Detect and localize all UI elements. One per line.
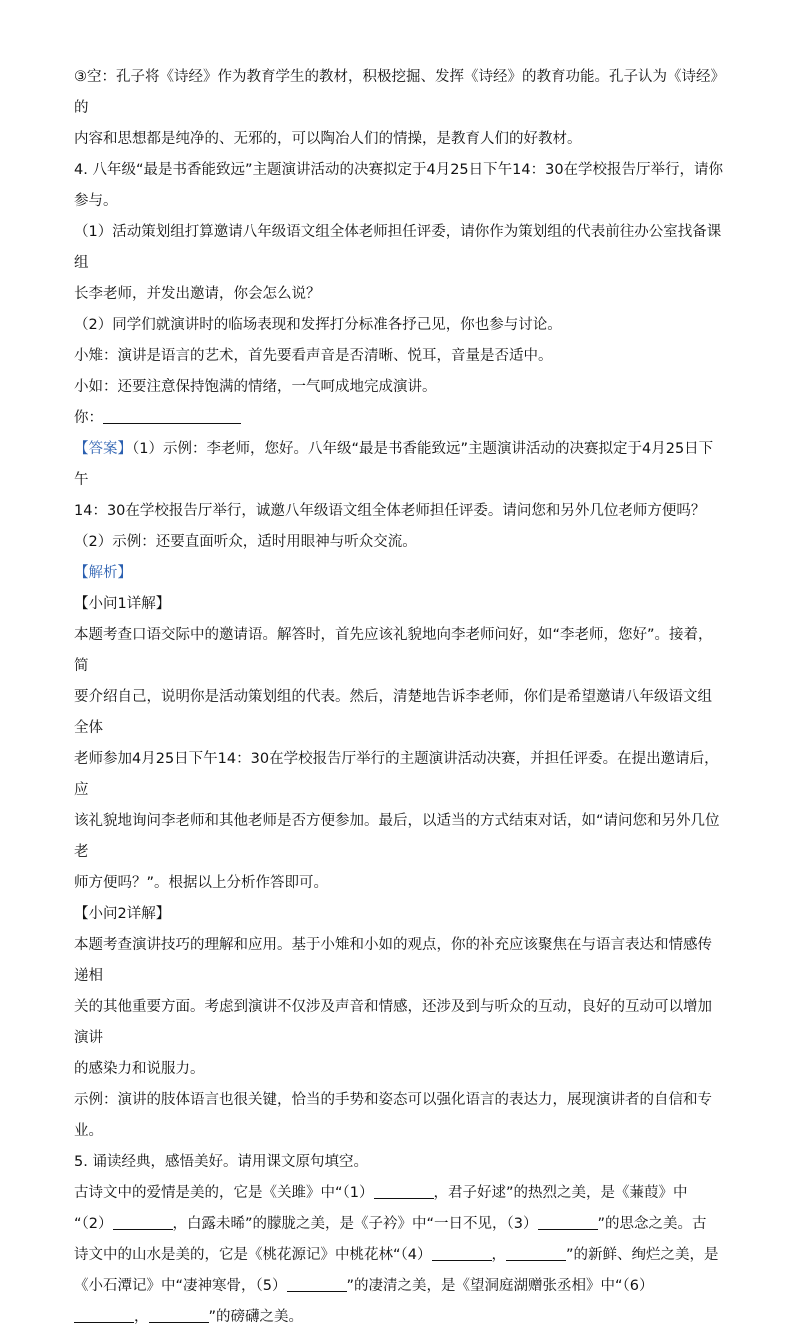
analysis-tag: 【解析】	[74, 565, 132, 581]
sub-question-2: （2）同学们就演讲时的临场表现和发挥打分标准各抒己见，你也参与讨论。	[74, 317, 562, 333]
fill-text: 《小石潭记》中“凄神寒骨，（5）	[74, 1278, 287, 1294]
answer-blank[interactable]	[103, 405, 241, 424]
text-line: 老师参加4月25日下午14：30在学校报告厅举行的主题演讲活动决赛，并担任评委。在提出邀请后，应	[74, 751, 719, 798]
text-line: （2）示例：还要直面听众，适时用眼神与听众交流。	[74, 534, 417, 550]
sub-question-1: （1）活动策划组打算邀请八年级语文组全体老师担任评委，请你作为策划组的代表前往办公室找备课组	[74, 224, 722, 271]
blank-4a[interactable]	[432, 1242, 492, 1261]
answer-text: （1）示例：李老师，您好。八年级“最是书香能致远”主题演讲活动的决赛拟定于4月25日下午	[74, 441, 714, 488]
fill-text: “（2）	[74, 1216, 113, 1232]
fill-text: ，白露未晞”的朦胧之美，是《子衿》中“一日不见，（3）	[172, 1216, 538, 1232]
dialogue-xiaozhi: 小雉：演讲是语言的艺术，首先要看声音是否清晰、悦耳，音量是否适中。	[74, 348, 553, 364]
text-line: 本题考查口语交际中的邀请语。解答时，首先应该礼貌地向李老师问好，如“李老师，您好”。接着，简	[74, 627, 713, 674]
fill-text: ，	[134, 1309, 149, 1325]
text-line: 关的其他重要方面。考虑到演讲不仅涉及声音和情感，还涉及到与听众的互动，良好的互动可以增加演讲	[74, 999, 712, 1046]
blank-1[interactable]	[374, 1180, 434, 1199]
fill-text: ，君子好逑”的热烈之美，是《蒹葭》中	[433, 1185, 688, 1201]
fill-text: ”的磅礴之美。	[208, 1309, 304, 1325]
text-line: ③空：孔子将《诗经》作为教育学生的教材，积极挖掘、发挥《诗经》的教育功能。孔子认为《诗经》的	[74, 69, 725, 116]
blank-3[interactable]	[538, 1211, 598, 1230]
blank-5[interactable]	[287, 1273, 347, 1292]
blank-2[interactable]	[113, 1211, 173, 1230]
text-line: 该礼貌地询问李老师和其他老师是否方便参加。最后，以适当的方式结束对话，如“请问您和另外几位老	[74, 813, 720, 860]
blank-6a[interactable]	[74, 1304, 134, 1323]
text-line: 示例：演讲的肢体语言也很关键，恰当的手势和姿态可以强化语言的表达力，展现演讲者的自信和专业。	[74, 1092, 712, 1139]
fill-line	[74, 1271, 726, 1302]
fill-line	[74, 1178, 726, 1209]
dialogue-xiaoru: 小如：还要注意保持饱满的情绪，一气呵成地完成演讲。	[74, 379, 437, 395]
answer-tag: 【答案】	[74, 441, 132, 457]
detail-heading-1: 【小问1详解】	[74, 596, 171, 612]
fill-line	[74, 1302, 726, 1333]
answer-line	[74, 434, 726, 496]
document-page	[74, 62, 726, 1333]
fill-text: 诗文中的山水是美的，它是《桃花源记》中桃花林“（4）	[74, 1247, 432, 1263]
fill-line	[74, 1240, 726, 1271]
fill-line	[74, 1209, 726, 1240]
text-line: 要介绍自己，说明你是活动策划组的代表。然后，清楚地告诉李老师，你们是希望邀请八年级语文组全体	[74, 689, 712, 736]
dialogue-you	[74, 403, 726, 434]
fill-text: 古诗文中的爱情是美的，它是《关雎》中“（1）	[74, 1185, 374, 1201]
question-5: 5. 诵读经典，感悟美好。请用课文原句填空。	[74, 1154, 368, 1170]
fill-text: ”的思念之美。古	[597, 1216, 707, 1232]
text-line: 内容和思想都是纯净的、无邪的，可以陶冶人们的情操，是教育人们的好教材。	[74, 131, 582, 147]
fill-text: ”的凄清之美，是《望洞庭湖赠张丞相》中“（6）	[346, 1278, 654, 1294]
text-line: 师方便吗？”。根据以上分析作答即可。	[74, 875, 329, 891]
blank-4b[interactable]	[506, 1242, 566, 1261]
blank-6b[interactable]	[149, 1304, 209, 1323]
detail-heading-2: 【小问2详解】	[74, 906, 171, 922]
text-line: 的感染力和说服力。	[74, 1061, 205, 1077]
text-line: 本题考查演讲技巧的理解和应用。基于小雉和小如的观点，你的补充应该聚焦在与语言表达和情感传递相	[74, 937, 712, 984]
question-4: 4. 八年级“最是书香能致远”主题演讲活动的决赛拟定于4月25日下午14：30在学校报告厅举行，请你	[74, 162, 724, 178]
fill-text: ，	[491, 1247, 506, 1263]
text-line: 参与。	[74, 193, 118, 209]
fill-text: ”的新鲜、绚烂之美，是	[566, 1247, 719, 1263]
you-label: 你：	[74, 410, 103, 426]
text-line: 长李老师，并发出邀请，你会怎么说？	[74, 286, 321, 302]
text-line: 14：30在学校报告厅举行，诚邀八年级语文组全体老师担任评委。请问您和另外几位老师方便吗？	[74, 503, 706, 519]
